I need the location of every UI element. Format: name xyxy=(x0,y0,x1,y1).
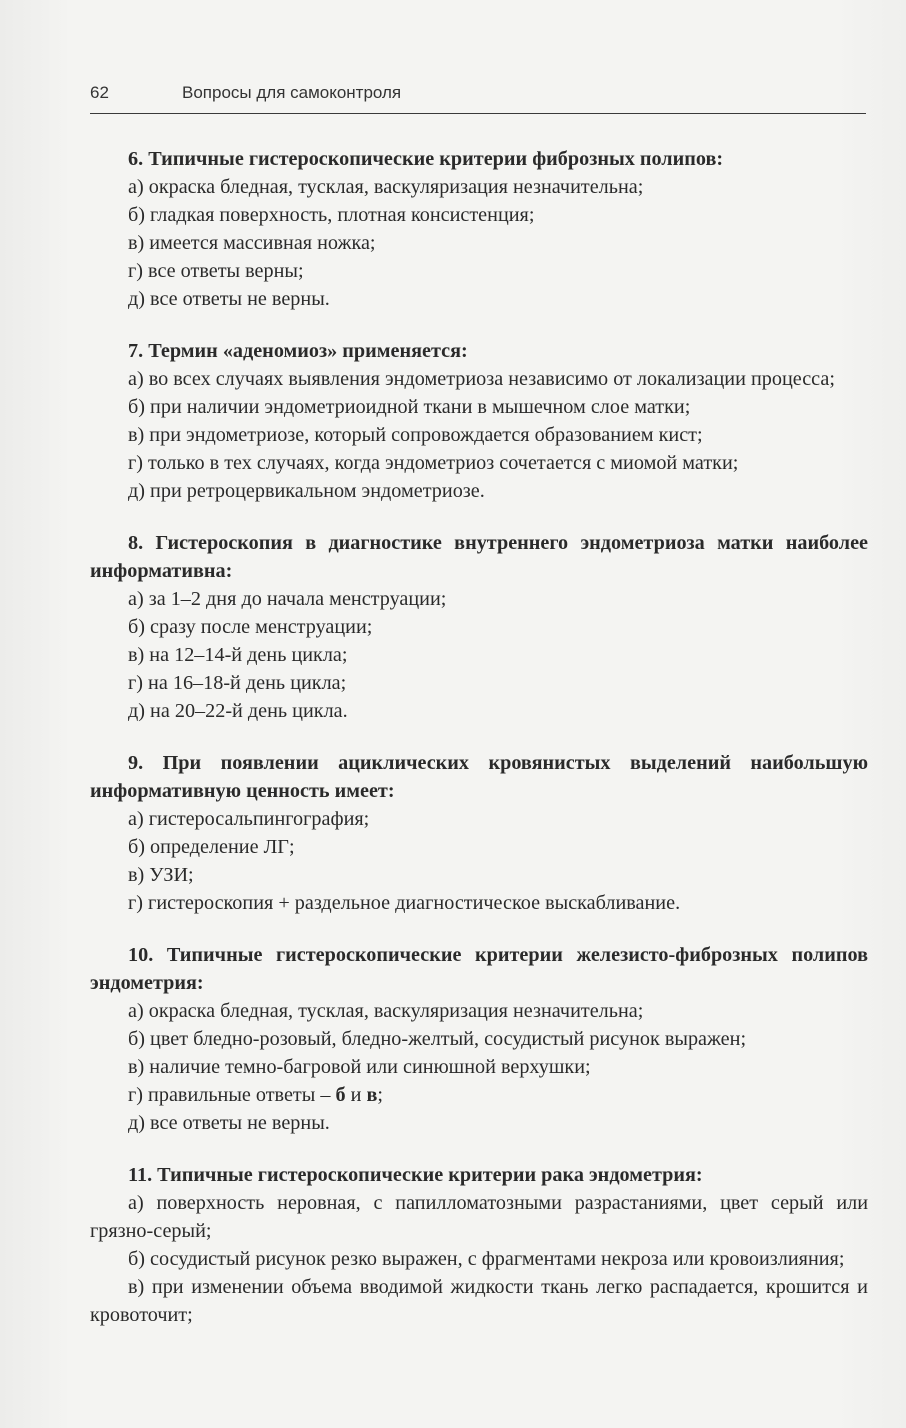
answer-option: б) определение ЛГ; xyxy=(128,836,295,858)
option-prefix: г) правильные ответы – xyxy=(128,1084,336,1106)
question-heading: 8. Гистероскопия в диагностике внутреннего эндометриоза матки наиболее информативна: xyxy=(90,532,868,582)
answer-option: д) на 20–22-й день цикла. xyxy=(128,700,348,722)
answer-option: в) наличие темно-багровой или синюшной верхушки; xyxy=(128,1056,591,1078)
question-11 xyxy=(90,1161,868,1329)
answer-option: в) при изменении объема вводимой жидкости ткань легко распадается, крошится и кровоточит; xyxy=(90,1276,868,1326)
page-content xyxy=(90,145,868,1353)
page-number: 62 xyxy=(90,83,109,102)
answer-option: д) все ответы не верны. xyxy=(128,1112,330,1134)
answer-option: г) все ответы верны; xyxy=(128,260,304,282)
question-7 xyxy=(90,337,868,505)
answer-option: в) имеется массивная ножка; xyxy=(128,232,376,254)
option-letter-b: б xyxy=(335,1084,346,1106)
question-10 xyxy=(90,941,868,1137)
answer-option-correct-combo xyxy=(90,1081,868,1109)
answer-option: г) на 16–18-й день цикла; xyxy=(128,672,347,694)
option-conjunction: и xyxy=(345,1084,367,1106)
answer-option: б) при наличии эндометриоидной ткани в мышечном слое матки; xyxy=(128,396,691,418)
answer-option: д) при ретроцервикальном эндометриозе. xyxy=(128,480,485,502)
answer-option: а) во всех случаях выявления эндометриоза независимо от локализации процесса; xyxy=(128,368,835,390)
answer-option: б) сосудистый рисунок резко выражен, с фрагментами некроза или кровоизлияния; xyxy=(128,1248,845,1270)
question-6 xyxy=(90,145,868,313)
answer-option: б) сразу после менструации; xyxy=(128,616,373,638)
option-suffix: ; xyxy=(377,1084,384,1106)
answer-option: б) гладкая поверхность, плотная консистенция; xyxy=(128,204,535,226)
question-9 xyxy=(90,749,868,917)
answer-option: а) гистеросальпингография; xyxy=(128,808,370,830)
question-heading: 10. Типичные гистероскопические критерии железисто-фиброзных полипов эндометрия: xyxy=(90,944,868,994)
question-heading: 11. Типичные гистероскопические критерии рака эндометрия: xyxy=(128,1164,703,1186)
option-letter-v: в xyxy=(366,1084,378,1106)
answer-option: д) все ответы не верны. xyxy=(128,288,330,310)
question-8 xyxy=(90,529,868,725)
answer-option: а) окраска бледная, тусклая, васкуляризация незначительна; xyxy=(128,1000,644,1022)
question-heading: 7. Термин «аденомиоз» применяется: xyxy=(128,340,468,362)
running-title: Вопросы для самоконтроля xyxy=(182,83,402,102)
answer-option: а) за 1–2 дня до начала менструации; xyxy=(128,588,447,610)
answer-option: в) УЗИ; xyxy=(128,864,194,886)
answer-option: в) на 12–14-й день цикла; xyxy=(128,644,348,666)
answer-option: б) цвет бледно-розовый, бледно-желтый, сосудистый рисунок выражен; xyxy=(128,1028,747,1050)
answer-option: г) гистероскопия + раздельное диагностическое выскабливание. xyxy=(128,892,681,914)
answer-option: а) поверхность неровная, с папилломатозными разрастаниями, цвет серый или грязно-серый; xyxy=(90,1192,868,1242)
answer-option: г) только в тех случаях, когда эндометриоз сочетается с миомой матки; xyxy=(128,452,739,474)
question-heading: 6. Типичные гистероскопические критерии фиброзных полипов: xyxy=(128,148,724,170)
answer-option: в) при эндометриозе, который сопровождается образованием кист; xyxy=(128,424,703,446)
running-header xyxy=(90,83,866,114)
answer-option: а) окраска бледная, тусклая, васкуляризация незначительна; xyxy=(128,176,644,198)
question-heading: 9. При появлении ациклических кровянистых выделений наибольшую информативную ценность имеет: xyxy=(90,752,868,802)
